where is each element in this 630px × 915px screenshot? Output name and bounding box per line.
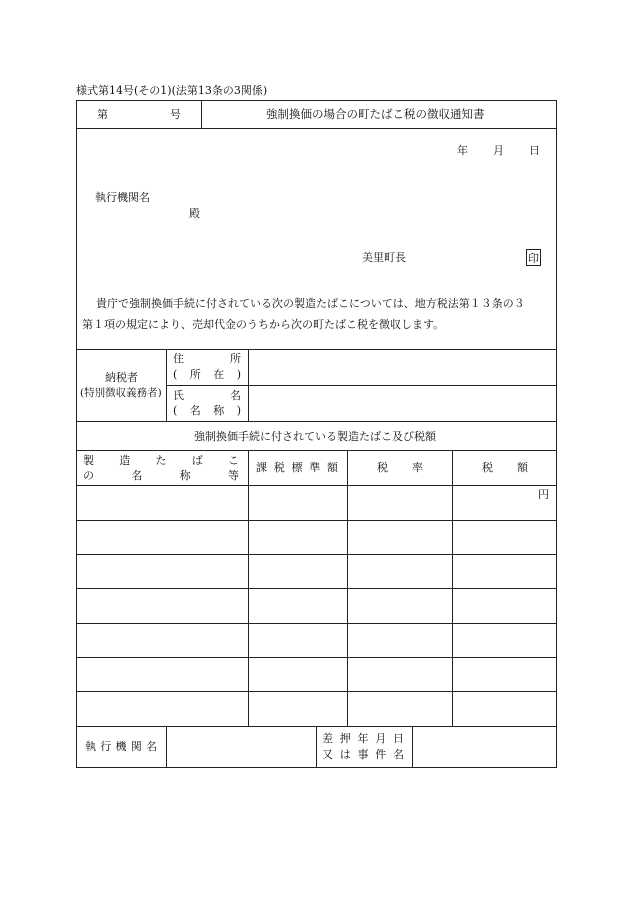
address-label: 住 所 [173,352,241,365]
tax-amount-cell[interactable] [453,692,556,726]
taxpayer-sublabel: (特別徴収義務者) [80,387,162,399]
product-cell[interactable] [77,486,248,520]
executing-agency-label: 執 行 機 関 名 [85,740,157,753]
number-go: 号 [170,108,181,121]
sender-name: 美里町長 [362,251,406,264]
product-cell[interactable] [77,658,248,691]
tax-amount-cell[interactable] [453,658,556,691]
tax-amount-cell[interactable] [453,555,556,588]
product-cell[interactable] [77,692,248,726]
seizure-date-label: 差 押 年 月 日 [322,732,404,745]
column-header-product-line2: の 名 称 等 [83,469,239,482]
column-header-tax-rate: 税 率 [377,461,423,474]
tax-amount-cell[interactable] [453,589,556,623]
address-field[interactable] [249,350,556,385]
tax-base-cell[interactable] [249,589,347,623]
product-cell[interactable] [77,521,248,554]
tax-base-cell[interactable] [249,486,347,520]
tax-rate-cell[interactable] [348,589,452,623]
tax-base-cell[interactable] [249,555,347,588]
section-title: 強制換価手続に付されている製造たばこ及び税額 [194,430,436,443]
tax-base-cell[interactable] [249,521,347,554]
body-text-line2: 第１項の規定により、売却代金のうちから次の町たばこ税を徴収します。 [82,318,445,331]
executing-agency-field[interactable] [167,727,316,767]
product-cell[interactable] [77,555,248,588]
form-caption: 様式第14号(その1)(法第13条の3関係) [76,84,268,97]
seizure-date-field[interactable] [413,727,556,767]
tax-rate-cell[interactable] [348,658,452,691]
tax-amount-cell[interactable] [453,486,556,520]
product-cell[interactable] [77,589,248,623]
seal-mark: 印 [526,249,541,266]
addressee-label: 執行機関名 [95,191,150,204]
date-day: 日 [529,144,540,157]
tax-rate-cell[interactable] [348,521,452,554]
name-label: 氏 名 [173,389,241,402]
body-text-line1: 貴庁で強制換価手続に付されている次の製造たばこについては、地方税法第１３条の３ [96,297,525,310]
tax-rate-cell[interactable] [348,486,452,520]
tax-base-cell[interactable] [249,692,347,726]
tax-rate-cell[interactable] [348,692,452,726]
case-name-label: 又 は 事 件 名 [322,748,404,761]
address-sublabel: ( 所 在 ) [173,368,241,381]
tax-rate-cell[interactable] [348,555,452,588]
form-title: 強制換価の場合の町たばこ税の徴収通知書 [266,107,485,121]
date-year: 年 [457,144,468,157]
column-header-product: 製 造 た ば こ [83,454,239,467]
column-header-tax-base: 課 税 標 準 額 [256,461,338,474]
date-month: 月 [493,144,504,157]
tax-base-cell[interactable] [249,624,347,657]
taxpayer-label: 納税者 [105,371,138,384]
tax-rate-cell[interactable] [348,624,452,657]
name-sublabel: ( 名 称 ) [173,404,241,417]
number-dai: 第 [97,108,108,121]
addressee-honorific: 殿 [189,207,200,220]
currency-unit: 円 [538,488,549,501]
column-header-tax-amount: 税 額 [482,461,528,474]
tax-amount-cell[interactable] [453,521,556,554]
product-cell[interactable] [77,624,248,657]
tax-amount-cell[interactable] [453,624,556,657]
tax-base-cell[interactable] [249,658,347,691]
name-field[interactable] [249,386,556,421]
